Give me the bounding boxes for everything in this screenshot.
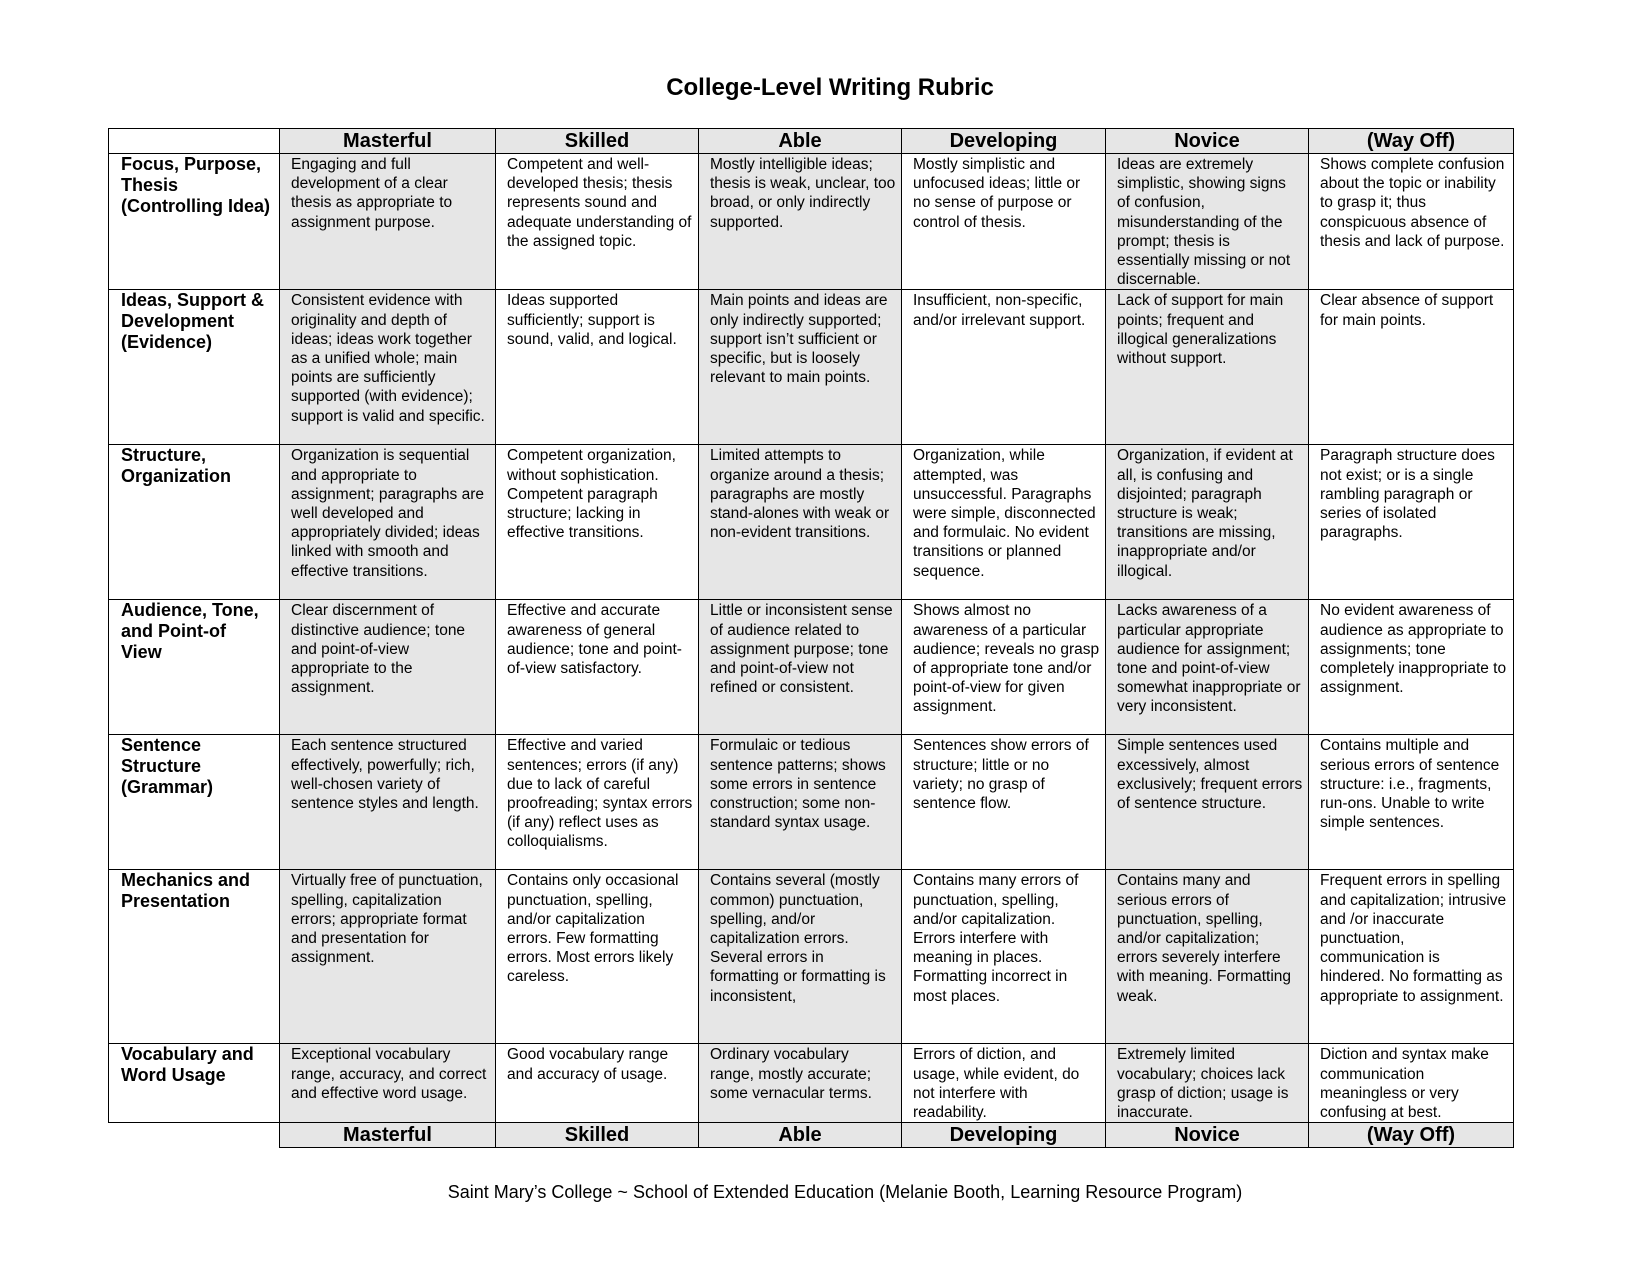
rubric-cell: Contains multiple and serious errors of sentence structure: i.e., fragments, run-ons. Unable to write simple sentences. bbox=[1309, 735, 1514, 870]
criterion-label: Structure, Organization bbox=[109, 445, 280, 600]
rubric-cell: Shows complete confusion about the topic or inability to grasp it; thus conspicuous absence of thesis and lack of purpose. bbox=[1309, 154, 1514, 290]
rubric-cell: Clear discernment of distinctive audience; tone and point-of-view appropriate to the assignment. bbox=[280, 600, 496, 735]
level-footer-masterful: Masterful bbox=[280, 1123, 496, 1148]
header-corner bbox=[109, 129, 280, 154]
rubric-cell: Consistent evidence with originality and depth of ideas; ideas work together as a unified whole; main points are sufficiently supported (with evidence); support is valid and specific. bbox=[280, 290, 496, 445]
rubric-row-sentence bbox=[109, 735, 1514, 870]
rubric-cell: No evident awareness of audience as appropriate to assignments; tone completely inappropriate to assignment. bbox=[1309, 600, 1514, 735]
page-title: College-Level Writing Rubric bbox=[666, 74, 994, 101]
rubric-cell: Effective and varied sentences; errors (if any) due to lack of careful proofreading; syntax errors (if any) reflect uses as colloquialisms. bbox=[496, 735, 699, 870]
rubric-cell: Insufficient, non-specific, and/or irrelevant support. bbox=[902, 290, 1106, 445]
rubric-row-mechanics bbox=[109, 870, 1514, 1044]
rubric-cell: Organization is sequential and appropriate to assignment; paragraphs are well developed and appropriately divided; ideas linked with smooth and effective transitions. bbox=[280, 445, 496, 600]
rubric-cell: Exceptional vocabulary range, accuracy, and correct and effective word usage. bbox=[280, 1044, 496, 1123]
rubric-cell: Lacks awareness of a particular appropriate audience for assignment; tone and point-of-view somewhat inappropriate or very inconsistent. bbox=[1106, 600, 1309, 735]
level-header-way-off: (Way Off) bbox=[1309, 129, 1514, 154]
criterion-label: Mechanics and Presentation bbox=[109, 870, 280, 1044]
rubric-cell: Simple sentences used excessively, almost exclusively; frequent errors of sentence structure. bbox=[1106, 735, 1309, 870]
rubric-cell: Errors of diction, and usage, while evident, do not interfere with readability. bbox=[902, 1044, 1106, 1123]
footer-level-row bbox=[109, 1123, 1514, 1148]
level-header-masterful: Masterful bbox=[280, 129, 496, 154]
rubric-cell: Ideas supported sufficiently; support is sound, valid, and logical. bbox=[496, 290, 699, 445]
rubric-cell: Mostly simplistic and unfocused ideas; little or no sense of purpose or control of thesis. bbox=[902, 154, 1106, 290]
level-footer-novice: Novice bbox=[1106, 1123, 1309, 1148]
rubric-cell: Paragraph structure does not exist; or is a single rambling paragraph or series of isolated paragraphs. bbox=[1309, 445, 1514, 600]
rubric-cell: Little or inconsistent sense of audience related to assignment purpose; tone and point-of-view not refined or consistent. bbox=[699, 600, 902, 735]
footer-corner bbox=[109, 1123, 280, 1148]
rubric-cell: Sentences show errors of structure; little or no variety; no grasp of sentence flow. bbox=[902, 735, 1106, 870]
rubric-cell: Lack of support for main points; frequent and illogical generalizations without support. bbox=[1106, 290, 1309, 445]
rubric-cell: Contains only occasional punctuation, spelling, and/or capitalization errors. Few formatting errors. Most errors likely careless. bbox=[496, 870, 699, 1044]
criterion-label: Audience, Tone, and Point-of View bbox=[109, 600, 280, 735]
rubric-cell: Ordinary vocabulary range, mostly accurate; some vernacular terms. bbox=[699, 1044, 902, 1123]
rubric-row-focus bbox=[109, 154, 1514, 290]
rubric-cell: Competent and well-developed thesis; thesis represents sound and adequate understanding of the assigned topic. bbox=[496, 154, 699, 290]
level-header-able: Able bbox=[699, 129, 902, 154]
criterion-label: Vocabulary and Word Usage bbox=[109, 1044, 280, 1123]
rubric-cell: Frequent errors in spelling and capitalization; intrusive and /or inaccurate punctuation, communication is hindered. No formatting as appropriate to assignment. bbox=[1309, 870, 1514, 1044]
page-footer: Saint Mary’s College ~ School of Extended Education (Melanie Booth, Learning Resource Program) bbox=[447, 1182, 1243, 1202]
rubric-cell: Organization, if evident at all, is confusing and disjointed; paragraph structure is weak; transitions are missing, inappropriate and/or illogical. bbox=[1106, 445, 1309, 600]
rubric-cell: Main points and ideas are only indirectly supported; support isn’t sufficient or specific, but is loosely relevant to main points. bbox=[699, 290, 902, 445]
rubric-row-ideas bbox=[109, 290, 1514, 445]
rubric-cell: Extremely limited vocabulary; choices lack grasp of diction; usage is inaccurate. bbox=[1106, 1044, 1309, 1123]
rubric-row-structure bbox=[109, 445, 1514, 600]
rubric-cell: Limited attempts to organize around a thesis; paragraphs are mostly stand-alones with weak or non-evident transitions. bbox=[699, 445, 902, 600]
level-footer-skilled: Skilled bbox=[496, 1123, 699, 1148]
rubric-cell: Each sentence structured effectively, powerfully; rich, well-chosen variety of sentence styles and length. bbox=[280, 735, 496, 870]
rubric-cell: Shows almost no awareness of a particular audience; reveals no grasp of appropriate tone and/or point-of-view for given assignment. bbox=[902, 600, 1106, 735]
rubric-row-vocabulary bbox=[109, 1044, 1514, 1123]
rubric-cell: Organization, while attempted, was unsuccessful. Paragraphs were simple, disconnected and formulaic. No evident transitions or planned sequence. bbox=[902, 445, 1106, 600]
header-row bbox=[109, 129, 1514, 154]
rubric-table bbox=[108, 128, 1514, 1148]
level-header-developing: Developing bbox=[902, 129, 1106, 154]
rubric-cell: Competent organization, without sophistication. Competent paragraph structure; lacking in effective transitions. bbox=[496, 445, 699, 600]
rubric-cell: Contains many and serious errors of punctuation, spelling, and/or capitalization; errors severely interfere with meaning. Formatting weak. bbox=[1106, 870, 1309, 1044]
rubric-cell: Clear absence of support for main points. bbox=[1309, 290, 1514, 445]
rubric-cell: Effective and accurate awareness of general audience; tone and point-of-view satisfactory. bbox=[496, 600, 699, 735]
level-header-novice: Novice bbox=[1106, 129, 1309, 154]
criterion-label: Focus, Purpose, Thesis (Controlling Idea) bbox=[109, 154, 280, 290]
level-footer-way-off: (Way Off) bbox=[1309, 1123, 1514, 1148]
rubric-cell: Diction and syntax make communication meaningless or very confusing at best. bbox=[1309, 1044, 1514, 1123]
rubric-cell: Formulaic or tedious sentence patterns; shows some errors in sentence construction; some non-standard syntax usage. bbox=[699, 735, 902, 870]
rubric-cell: Virtually free of punctuation, spelling, capitalization errors; appropriate format and presentation for assignment. bbox=[280, 870, 496, 1044]
rubric-cell: Contains several (mostly common) punctuation, spelling, and/or capitalization errors. Several errors in formatting or formatting is inconsistent, bbox=[699, 870, 902, 1044]
rubric-cell: Ideas are extremely simplistic, showing signs of confusion, misunderstanding of the prompt; thesis is essentially missing or not discernable. bbox=[1106, 154, 1309, 290]
criterion-label: Sentence Structure (Grammar) bbox=[109, 735, 280, 870]
level-footer-able: Able bbox=[699, 1123, 902, 1148]
rubric-row-audience bbox=[109, 600, 1514, 735]
criterion-label: Ideas, Support & Development (Evidence) bbox=[109, 290, 280, 445]
rubric-cell: Good vocabulary range and accuracy of usage. bbox=[496, 1044, 699, 1123]
rubric-cell: Mostly intelligible ideas; thesis is weak, unclear, too broad, or only indirectly supported. bbox=[699, 154, 902, 290]
level-footer-developing: Developing bbox=[902, 1123, 1106, 1148]
rubric-cell: Contains many errors of punctuation, spelling, and/or capitalization. Errors interfere with meaning in places. Formatting incorrect in most places. bbox=[902, 870, 1106, 1044]
level-header-skilled: Skilled bbox=[496, 129, 699, 154]
rubric-cell: Engaging and full development of a clear thesis as appropriate to assignment purpose. bbox=[280, 154, 496, 290]
